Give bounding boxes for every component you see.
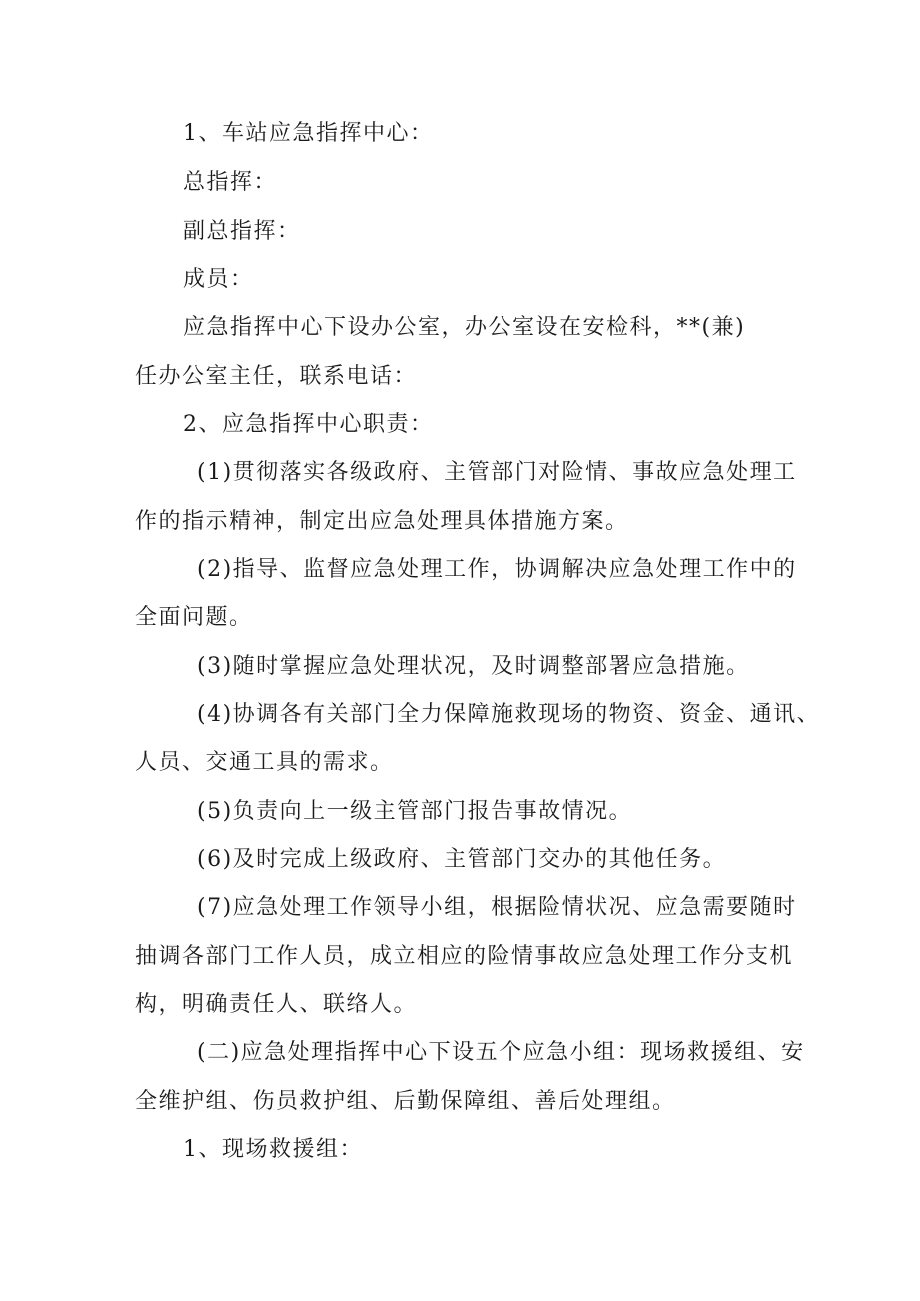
- groups-paragraph-line-1: (二)应急处理指挥中心下设五个应急小组：现场救援组、安: [197, 1040, 805, 1065]
- duty-1-line-1: (1)贯彻落实各级政府、主管部门对险情、事故应急处理工: [197, 460, 797, 485]
- deputy-commander-line: 副总指挥：: [183, 219, 301, 244]
- commander-line: 总指挥：: [183, 170, 278, 195]
- heading-command-center: 1、车站应急指挥中心：: [183, 121, 434, 146]
- duty-7-line-3: 构，明确责任人、联络人。: [135, 992, 418, 1017]
- duty-7-line-2: 抽调各部门工作人员，成立相应的险情事故应急处理工作分支机: [135, 944, 794, 969]
- office-paragraph-line-1: 应急指挥中心下设办公室，办公室设在安检科，**(兼): [183, 315, 746, 340]
- heading-duties: 2、应急指挥中心职责：: [183, 412, 434, 437]
- duty-2-line-2: 全面问题。: [135, 605, 253, 630]
- duty-2-line-1: (2)指导、监督应急处理工作，协调解决应急处理工作中的: [197, 557, 797, 582]
- duty-6-line: (6)及时完成上级政府、主管部门交办的其他任务。: [197, 847, 727, 872]
- groups-paragraph-line-2: 全维护组、伤员救护组、后勤保障组、善后处理组。: [135, 1089, 676, 1114]
- office-paragraph-line-2: 任办公室主任，联系电话：: [135, 364, 418, 389]
- duty-4-line-2: 人员、交通工具的需求。: [135, 750, 394, 775]
- duty-5-line: (5)负责向上一级主管部门报告事故情况。: [197, 799, 633, 824]
- duty-3-line: (3)随时掌握应急处理状况，及时调整部署应急措施。: [197, 654, 750, 679]
- heading-rescue-group: 1、现场救援组：: [183, 1137, 363, 1162]
- duty-1-line-2: 作的指示精神，制定出应急处理具体措施方案。: [135, 509, 629, 534]
- duty-4-line-1: (4)协调各有关部门全力保障施救现场的物资、资金、通讯、: [197, 702, 821, 727]
- members-line: 成员：: [183, 267, 254, 292]
- duty-7-line-1: (7)应急处理工作领导小组，根据险情状况、应急需要随时: [197, 895, 797, 920]
